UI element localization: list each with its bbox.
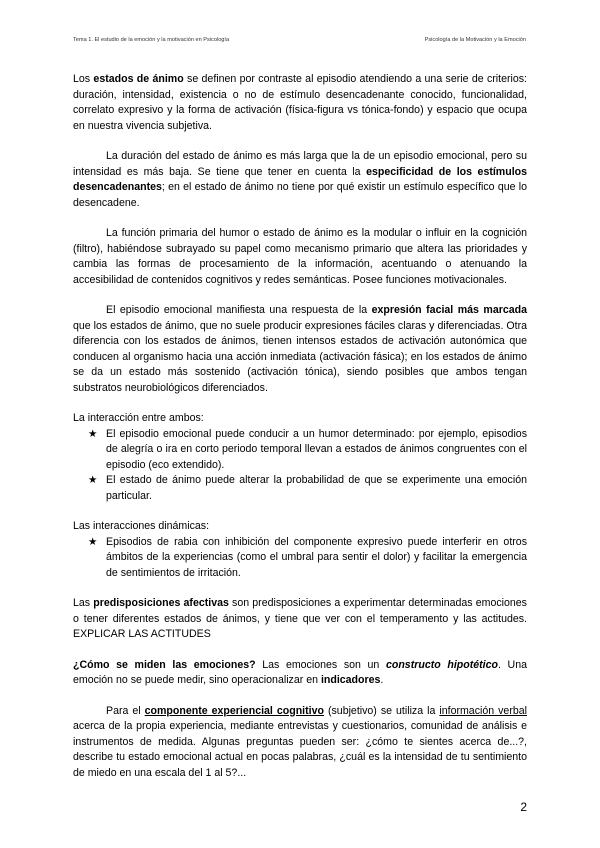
list-item: ★ El episodio emocional puede conducir a un humor determinado: por ejemplo, episodios de alegría o ira en corto periodo temporal llevan a estados de ánimos congruentes con el episodio (eco extendido). [88, 427, 527, 471]
term-estados-de-animo: estados de ánimo [93, 73, 184, 85]
page-number: 2 [520, 800, 527, 814]
star-bullet-icon: ★ [88, 535, 98, 548]
term-componente-experiencial: componente experiencial cognitivo [144, 704, 324, 717]
term-expresion-facial: expresión facial más marcada [371, 304, 527, 316]
term-predisposiciones: predisposiciones afectivas [93, 597, 229, 609]
page-body [73, 72, 527, 796]
paragraph-episodio-emocional: El episodio emocional manifiesta una respuesta de la expresión facial más marcada que los estados de ánimo, que no suele producir expresiones fáciles claras y diferenciadas. Otra diferencia con los estados de ánimos, tienen intensos estados de activación autonómica que conducen al organismo hacia una acción inmediata (activación fásica); en los estados de ánimo se da un estado más sostenido (activación tónica), siendo posibles que ambos tengan substratos neurobiológicos diferenciados. [73, 304, 527, 394]
paragraph-componente-experiencial: Para el componente experiencial cognitivo (subjetivo) se utiliza la información verbal acerca de la propia experiencia, mediante entrevistas y cuestionarios, comunidad de análisis e instrumentos de medida. Algunas preguntas pueden ser: ¿cómo te sientes acerca de...?, describe tu estado emocional actual en pocas palabras, ¿cuál es la intensidad de tu sentimiento de miedo en una escala del 1 al 5?... [73, 704, 527, 779]
term-informacion-verbal: información verbal [439, 704, 527, 717]
dynamic-title: Las interacciones dinámicas: [73, 520, 210, 532]
header-left: Tema 1. El estudio de la emoción y la motivación en Psicología [73, 37, 230, 43]
term-especificidad: especificidad de los estímulos desencadenantes [73, 165, 527, 193]
interaction-section [73, 411, 527, 504]
interaction-title: La interacción entre ambos: [73, 412, 204, 424]
question-heading: ¿Cómo se miden las emociones? [73, 658, 256, 671]
paragraph-duracion: La duración del estado de ánimo es más larga que la de un episodio emocional, pero su intensidad es más baja. Se tiene que tener en cuenta la especificidad de los estímulos desencadenantes; en el estado de ánimo no tiene por qué existir un estímulo específico que lo desencadene. [73, 150, 527, 209]
dynamic-section [73, 519, 527, 581]
paragraph-funcion-primaria: La función primaria del humor o estado de ánimo es la modular o influir en la cognición (filtro), habiéndose subrayado su papel como mecanismo primario que altera las prioridades y cambia las formas de procesamiento de la información, acentuando o atenuando la accesibilidad de contenidos cognitivos y redes semánticas. Posee funciones motivacionales. [73, 227, 527, 286]
star-bullet-icon: ★ [88, 427, 98, 440]
term-constructo: constructo hipotético [385, 658, 498, 671]
list-item: ★ Episodios de rabia con inhibición del componente expresivo puede interferir en otros ámbitos de la experiencias (como el umbral para sentir el dolor) y facilitar la emergencia de sentimientos de irritación. [88, 535, 527, 579]
star-bullet-icon: ★ [88, 474, 98, 486]
term-indicadores: indicadores [320, 674, 381, 686]
paragraph-predisposiciones: Las predisposiciones afectivas son predisposiciones a experimentar determinadas emociones o tener diferentes estados de ánimos, y tiene que ver con el temperamento y las actitudes. EXPLICAR LAS ACTITUDES [73, 597, 527, 640]
list-item: ★ El estado de ánimo puede alterar la probabilidad de que se experimente una emoción particular. [88, 474, 527, 502]
paragraph-estados-animo: Los estados de ánimo se definen por contraste al episodio atendiendo a una serie de criterios: duración, intensidad, existencia o no de estímulo desencadenante conocido, funcionalidad, correlato expresivo y la forma de activación (física-figura vs tónica-fondo) y espacio que ocupa en nuestra vivencia subjetiva. [73, 73, 527, 132]
header-right: Psicología de la Motivación y la Emoción [424, 37, 526, 43]
paragraph-como-se-miden: ¿Cómo se miden las emociones? Las emociones son un constructo hipotético. Una emoción no se puede medir, sino operacionalizar en indicadores. [73, 658, 527, 686]
